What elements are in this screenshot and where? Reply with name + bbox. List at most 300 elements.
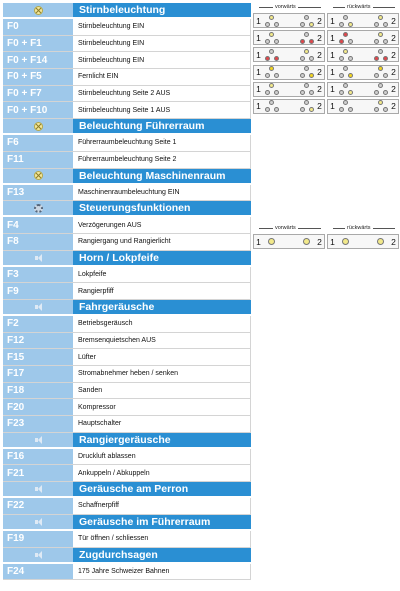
lamp-group [300,66,314,78]
lamp-cell [337,15,354,27]
lamp-icon [309,90,314,95]
lamp-icon [342,238,349,245]
lamp-icon [374,39,379,44]
lamp-cell [263,66,280,78]
end-2-label: 2 [317,84,322,95]
end-1-label: 1 [256,84,261,95]
lamp-icon [300,73,305,78]
lamp-cell [263,15,280,27]
lamp-icon [304,66,309,71]
lamp-icon [383,22,388,27]
end-1-label: 1 [256,15,261,26]
lamp-cell [298,100,315,112]
function-key: F17 [3,366,73,382]
lamp-icon [343,83,348,88]
end-1-label: 1 [330,101,335,112]
lamp-icon [348,90,353,95]
lamp-icon [383,90,388,95]
locomotive-body [263,15,315,27]
lamp-group [339,66,353,78]
section-header [3,300,251,316]
lamp-icon [374,73,379,78]
lamp-group [265,32,279,44]
lamp-icon [348,39,353,44]
lamp-icon [269,83,274,88]
function-key: F23 [3,416,73,432]
end-1-label: 1 [330,67,335,78]
lamp-icon [269,49,274,54]
section-title: Stirnbeleuchtung [73,3,251,17]
function-key: F0 + F5 [3,69,73,85]
section-title: Beleuchtung Führerraum [73,119,251,133]
function-key: F16 [3,449,73,465]
locomotive-body [263,32,315,44]
lamp-icon [383,39,388,44]
lamp-icon [304,49,309,54]
section-header [3,119,251,135]
section-title: Beleuchtung Maschinenraum [73,169,251,183]
locomotive-diagram [327,47,399,62]
function-row[interactable] [3,416,251,433]
locomotive-diagram [253,65,325,80]
function-row[interactable] [3,333,251,350]
lamp-icon [309,56,314,61]
function-key: F9 [3,283,73,299]
end-1-label: 1 [330,32,335,43]
section-header [3,548,251,564]
section-icon-cell [3,300,73,314]
light-bulb-icon [34,122,43,131]
function-row[interactable] [3,449,251,466]
backward-label: rückwärts [347,4,371,10]
section-icon-cell [3,3,73,17]
lamp-icon [378,66,383,71]
function-key: F22 [3,498,73,514]
lamp-cell [372,32,389,44]
function-table [3,3,251,580]
section-icon-cell [3,119,73,133]
function-description: Rangierpfiff [73,283,251,299]
lamp-cell [337,49,354,61]
lamp-icon [378,100,383,105]
lamp-icon [343,66,348,71]
gear-icon [34,204,43,213]
lamp-icon [300,90,305,95]
lamp-icon [339,73,344,78]
lamp-icon [269,66,274,71]
lamp-icon [304,15,309,20]
end-2-label: 2 [391,15,396,26]
locomotive-body [337,15,389,27]
lamp-group [374,32,388,44]
locomotive-body [263,100,315,112]
function-row[interactable] [3,135,251,152]
diagram-row [253,65,399,82]
locomotive-diagram [327,82,399,97]
locomotive-diagram [327,99,399,114]
lamp-cell [372,66,389,78]
function-description: Stirnbeleuchtung EIN [73,52,251,68]
end-2-label: 2 [391,84,396,95]
function-description: Kompressor [73,399,251,415]
locomotive-diagram [253,47,325,62]
lamp-group [265,100,279,112]
lamp-icon [339,107,344,112]
lamp-icon [269,15,274,20]
lamp-icon [265,56,270,61]
function-key: F4 [3,217,73,233]
section-icon-cell [3,548,73,562]
locomotive-body [337,100,389,112]
section-title: Rangiergeräusche [73,433,251,447]
diagram-row [253,99,399,116]
lamp-icon [343,32,348,37]
function-row[interactable] [3,465,251,482]
end-1-label: 1 [330,49,335,60]
function-row[interactable] [3,52,251,69]
section-title: Fahrgeräusche [73,300,251,314]
lamp-icon [274,39,279,44]
lamp-cell [337,83,354,95]
lamp-icon [383,107,388,112]
function-row[interactable] [3,349,251,366]
lamp-icon [374,107,379,112]
lamp-icon [265,90,270,95]
function-key: F3 [3,267,73,283]
lamp-icon [343,100,348,105]
lamp-cell [372,15,389,27]
lamp-group [374,66,388,78]
headlight-diagram-panel [253,3,399,116]
lamp-cell [337,238,354,245]
lamp-cell [337,100,354,112]
lamp-icon [265,39,270,44]
lamp-cell [298,15,315,27]
lamp-icon [265,73,270,78]
lamp-icon [309,39,314,44]
function-key: F24 [3,564,73,580]
lamp-group [300,49,314,61]
section-header [3,169,251,185]
lamp-group [300,100,314,112]
lamp-icon [309,107,314,112]
direction-labels [253,224,399,234]
lamp-cell [263,49,280,61]
speaker-icon [35,254,42,262]
function-key: F11 [3,152,73,168]
function-row[interactable] [3,267,251,284]
speaker-icon [35,436,42,444]
function-row[interactable] [3,283,251,300]
function-description: Stirnbeleuchtung Seite 1 AUS [73,102,251,118]
function-row[interactable] [3,19,251,36]
section-title: Geräusche im Führerraum [73,515,251,529]
end-1-label: 1 [256,32,261,43]
diagram-row [253,30,399,47]
locomotive-diagram [327,65,399,80]
diagram-row [253,234,399,251]
section-title: Horn / Lokpfeife [73,251,251,265]
lamp-icon [348,107,353,112]
function-row[interactable] [3,399,251,416]
lamp-icon [343,49,348,54]
speaker-icon [35,518,42,526]
function-description: Druckluft ablassen [73,449,251,465]
locomotive-diagram [253,234,325,249]
lamp-icon [300,22,305,27]
locomotive-body [263,66,315,78]
function-row[interactable] [3,531,251,548]
lamp-group [265,15,279,27]
locomotive-body [337,238,389,245]
section-header [3,433,251,449]
function-description: Stromabnehmer heben / senken [73,366,251,382]
lamp-group [339,32,353,44]
function-key: F6 [3,135,73,151]
section-icon-cell [3,515,73,529]
section-icon-cell [3,433,73,447]
locomotive-diagram [253,82,325,97]
lamp-icon [348,56,353,61]
speaker-icon [35,485,42,493]
function-description: Fernlicht EIN [73,69,251,85]
lamp-cell [298,49,315,61]
lamp-group [265,66,279,78]
function-description: 175 Jahre Schweizer Bahnen [73,564,251,580]
function-row[interactable] [3,564,251,581]
function-description: Verzögerungen AUS [73,217,251,233]
function-row[interactable] [3,234,251,251]
lamp-cell [263,83,280,95]
locomotive-body [263,83,315,95]
function-description: Betriebsgeräusch [73,316,251,332]
lamp-icon [265,107,270,112]
lamp-group [265,49,279,61]
lamp-icon [303,238,310,245]
function-description: Stirnbeleuchtung Seite 2 AUS [73,86,251,102]
end-2-label: 2 [317,67,322,78]
end-1-label: 1 [256,49,261,60]
function-row[interactable] [3,69,251,86]
end-2-label: 2 [391,32,396,43]
lamp-icon [309,73,314,78]
function-key: F18 [3,383,73,399]
backward-label: rückwärts [347,225,371,231]
lamp-cell [263,32,280,44]
lamp-cell [298,238,315,245]
lamp-group [374,83,388,95]
lamp-group [374,100,388,112]
lamp-icon [339,90,344,95]
function-key: F2 [3,316,73,332]
lamp-icon [339,56,344,61]
locomotive-diagram [253,13,325,28]
function-key: F0 + F1 [3,36,73,52]
section-title: Zugdurchsagen [73,548,251,562]
locomotive-diagram [253,30,325,45]
lamp-cell [372,49,389,61]
end-2-label: 2 [391,101,396,112]
section-header [3,201,251,217]
function-description: Führerraumbeleuchtung Seite 1 [73,135,251,151]
speaker-icon [35,303,42,311]
lamp-group [374,15,388,27]
lamp-icon [268,238,275,245]
end-2-label: 2 [391,49,396,60]
function-row[interactable] [3,86,251,103]
lamp-cell [337,32,354,44]
lamp-icon [348,73,353,78]
lamp-group [265,83,279,95]
diagram-row [253,82,399,99]
lamp-icon [304,32,309,37]
light-bulb-icon [34,6,43,15]
end-2-label: 2 [317,49,322,60]
lamp-icon [378,49,383,54]
function-row[interactable] [3,217,251,234]
lamp-icon [377,238,384,245]
lamp-icon [374,90,379,95]
direction-labels [253,3,399,13]
function-description: Führerraumbeleuchtung Seite 2 [73,152,251,168]
function-row[interactable] [3,185,251,202]
section-icon-cell [3,251,73,265]
lamp-icon [383,56,388,61]
function-row[interactable] [3,498,251,515]
section-icon-cell [3,482,73,496]
end-1-label: 1 [256,236,261,247]
lamp-icon [378,83,383,88]
lamp-icon [378,15,383,20]
lamp-group [339,100,353,112]
function-description: Stirnbeleuchtung EIN [73,36,251,52]
lamp-icon [269,32,274,37]
end-1-label: 1 [330,236,335,247]
locomotive-body [263,49,315,61]
forward-label: vorwärts [275,225,296,231]
lamp-icon [304,100,309,105]
function-description: Hauptschalter [73,416,251,432]
locomotive-body [337,66,389,78]
function-description: Bremsenquietschen AUS [73,333,251,349]
function-key: F0 + F10 [3,102,73,118]
section-header [3,3,251,19]
lamp-cell [372,83,389,95]
function-key: F0 [3,19,73,35]
lamp-icon [343,15,348,20]
lamp-icon [274,107,279,112]
end-1-label: 1 [256,67,261,78]
locomotive-diagram [327,234,399,249]
function-key: F21 [3,465,73,481]
lamp-icon [374,22,379,27]
function-row[interactable] [3,152,251,169]
end-1-label: 1 [330,15,335,26]
lamp-cell [372,100,389,112]
lamp-icon [274,90,279,95]
end-2-label: 2 [317,32,322,43]
lamp-cell [298,66,315,78]
section-title: Geräusche am Perron [73,482,251,496]
function-description: Stirnbeleuchtung EIN [73,19,251,35]
lamp-icon [383,73,388,78]
lamp-group [300,83,314,95]
function-row[interactable] [3,366,251,383]
lamp-cell [298,32,315,44]
locomotive-body [337,32,389,44]
function-description: Tür öffnen / schliessen [73,531,251,547]
function-description: Lokpfeife [73,267,251,283]
section-icon-cell [3,201,73,215]
lamp-icon [339,22,344,27]
function-row[interactable] [3,316,251,333]
end-2-label: 2 [317,236,322,247]
end-2-label: 2 [391,67,396,78]
lamp-icon [274,56,279,61]
lamp-icon [300,107,305,112]
light-bulb-icon [34,171,43,180]
function-row[interactable] [3,36,251,53]
function-key: F12 [3,333,73,349]
function-row[interactable] [3,383,251,400]
end-2-label: 2 [391,236,396,247]
end-1-label: 1 [330,84,335,95]
function-row[interactable] [3,102,251,119]
lamp-icon [300,39,305,44]
function-description: Sanden [73,383,251,399]
function-key: F13 [3,185,73,201]
lamp-cell [263,100,280,112]
lamp-icon [274,73,279,78]
section-title: Steuerungsfunktionen [73,201,251,215]
lamp-icon [274,22,279,27]
section-header [3,251,251,267]
diagram-row [253,13,399,30]
function-key: F15 [3,349,73,365]
locomotive-body [263,238,315,245]
lamp-icon [378,32,383,37]
function-key: F0 + F14 [3,52,73,68]
section-header [3,482,251,498]
forward-label: vorwärts [275,4,296,10]
end-1-label: 1 [256,101,261,112]
lamp-group [339,15,353,27]
section-header [3,515,251,531]
lamp-icon [348,22,353,27]
function-description: Ankuppeln / Abkuppeln [73,465,251,481]
locomotive-diagram [253,99,325,114]
lamp-group [300,32,314,44]
function-description: Maschinenraumbeleuchtung EIN [73,185,251,201]
lamp-group [374,49,388,61]
function-description: Schaffnerpfiff [73,498,251,514]
shunting-light-diagram-panel [253,224,399,251]
function-key: F8 [3,234,73,250]
function-key: F20 [3,399,73,415]
locomotive-diagram [327,13,399,28]
lamp-icon [265,22,270,27]
lamp-cell [298,83,315,95]
lamp-icon [304,83,309,88]
lamp-group [339,49,353,61]
locomotive-diagram [327,30,399,45]
lamp-icon [339,39,344,44]
lamp-group [339,83,353,95]
section-icon-cell [3,169,73,183]
lamp-icon [300,56,305,61]
lamp-cell [263,238,280,245]
function-description: Lüfter [73,349,251,365]
